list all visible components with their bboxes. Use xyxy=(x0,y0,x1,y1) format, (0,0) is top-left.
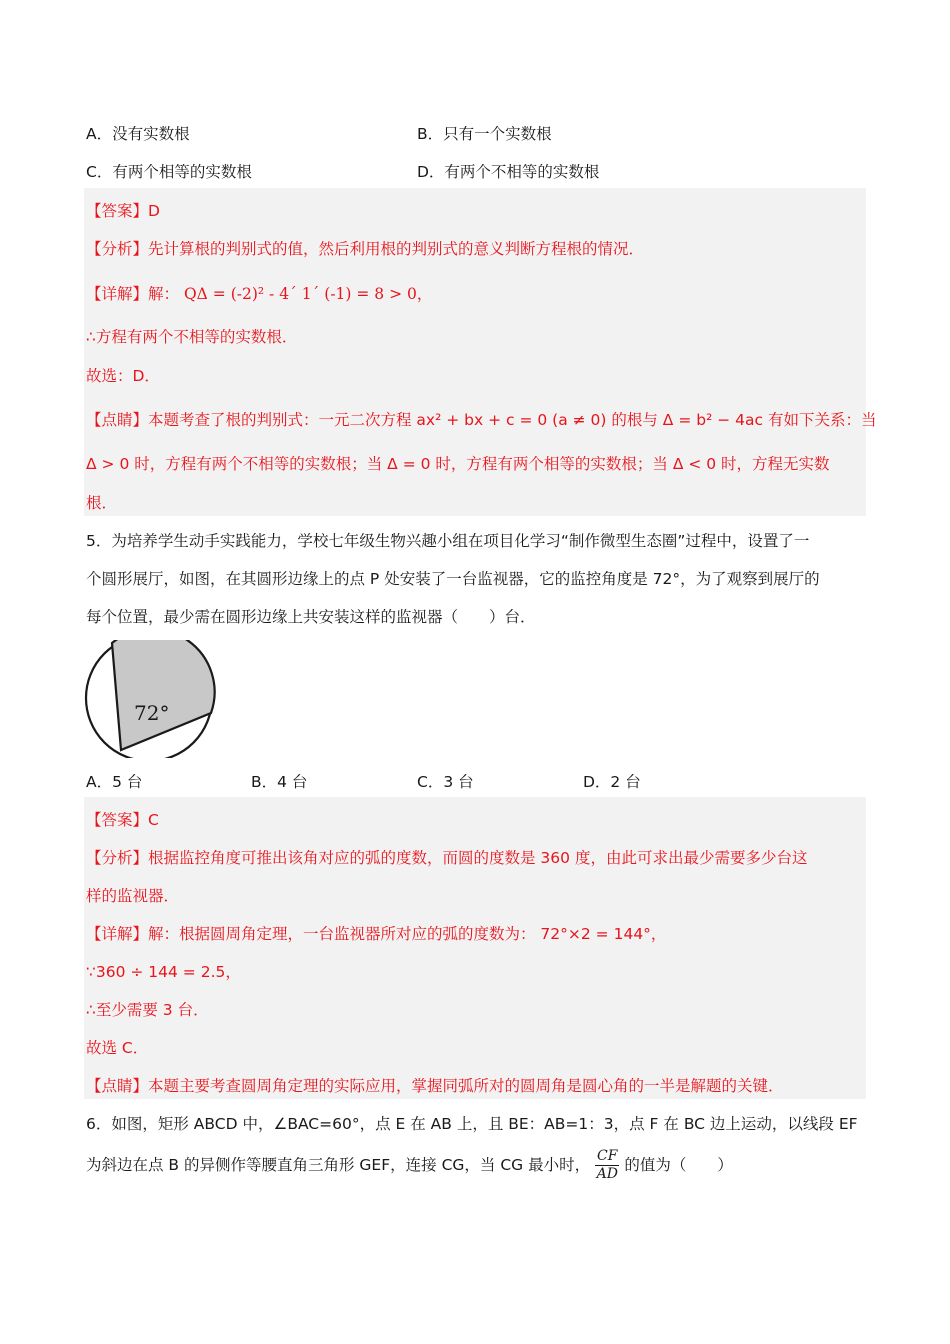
q4-option-b: B．只有一个实数根 xyxy=(417,125,552,143)
q5-comment: 【点睛】本题主要考查圆周角定理的实际应用，掌握同弧所对的圆周角是圆心角的一半是解题的关键． xyxy=(86,1077,784,1095)
q5-circle-figure xyxy=(82,640,218,758)
q4-answer: 【答案】D xyxy=(86,202,160,220)
q4-comment-line1: 【点睛】本题考查了根的判别式：一元二次方程 ax² + bx + c = 0 (a ≠ 0) 的根与 Δ = b² − 4ac 有如下关系：当 xyxy=(86,411,877,429)
q5-step2: ∴至少需要 3 台． xyxy=(86,1001,209,1019)
q5-analysis-line1: 【分析】根据监控角度可推出该角对应的弧的度数，而圆的度数是 360 度，由此可求出最少需要多少台这 xyxy=(86,849,808,867)
q6-question-line1: 6．如图，矩形 ABCD 中，∠BAC=60°，点 E 在 AB 上，且 BE：AB=1：3，点 F 在 BC 边上运动，以线段 EF xyxy=(86,1115,858,1133)
q6-line2-text: 为斜边在点 B 的异侧作等腰直角三角形 GEF，连接 CG，当 CG 最小时， xyxy=(86,1156,591,1174)
q6-question-line2 xyxy=(86,1148,733,1183)
q4-detail xyxy=(86,282,432,304)
fraction-denominator: AD xyxy=(596,1166,618,1182)
q4-option-a: A．没有实数根 xyxy=(86,125,190,143)
q4-detail-math: QΔ = (-2)² - 4´ 1´ (-1) = 8 > 0， xyxy=(183,285,433,303)
q5-solution-box xyxy=(84,797,866,1099)
figure-angle-label: 72° xyxy=(134,701,170,725)
q5-question-line2: 个圆形展厅，如图，在其圆形边缘上的点 P 处安装了一台监视器，它的监控角度是 72°，为了观察到展厅的 xyxy=(86,570,820,588)
q6-line2-tail: 的值为（ ） xyxy=(624,1156,733,1174)
q5-step1: ∵360 ÷ 144 = 2.5， xyxy=(86,963,241,981)
q5-choice: 故选 C． xyxy=(86,1039,149,1057)
q4-comment-line3: 根． xyxy=(86,494,118,512)
q5-question-line1: 5．为培养学生动手实践能力，学校七年级生物兴趣小组在项目化学习“制作微型生态圈”过程中，设置了一 xyxy=(86,532,810,550)
q5-analysis-line2: 样的监视器． xyxy=(86,887,180,905)
q5-option-b: B．4 台 xyxy=(251,773,308,791)
q4-analysis: 【分析】先计算根的判别式的值，然后利用根的判别式的意义判断方程根的情况． xyxy=(86,240,645,258)
q5-option-a: A．5 台 xyxy=(86,773,143,791)
fraction-numerator: CF xyxy=(597,1148,618,1164)
q4-option-d: D．有两个不相等的实数根 xyxy=(417,163,600,181)
q4-detail-label: 【详解】解： xyxy=(86,285,180,303)
q5-option-c: C．3 台 xyxy=(417,773,474,791)
q4-option-c: C．有两个相等的实数根 xyxy=(86,163,252,181)
q5-option-d: D．2 台 xyxy=(583,773,641,791)
q4-choice: 故选：D． xyxy=(86,367,160,385)
q5-question-line3: 每个位置，最少需在圆形边缘上共安装这样的监视器（ ）台． xyxy=(86,608,536,626)
q5-answer: 【答案】C xyxy=(86,811,159,829)
q4-conclusion: ∴方程有两个不相等的实数根． xyxy=(86,328,298,346)
q4-comment-line2: Δ > 0 时，方程有两个不相等的实数根；当 Δ = 0 时，方程有两个相等的实数根；当 Δ < 0 时，方程无实数 xyxy=(86,455,830,473)
q6-fraction xyxy=(595,1148,619,1183)
q5-detail: 【详解】解：根据圆周角定理，一台监视器所对应的弧的度数为： 72°×2 = 144°， xyxy=(86,925,667,943)
